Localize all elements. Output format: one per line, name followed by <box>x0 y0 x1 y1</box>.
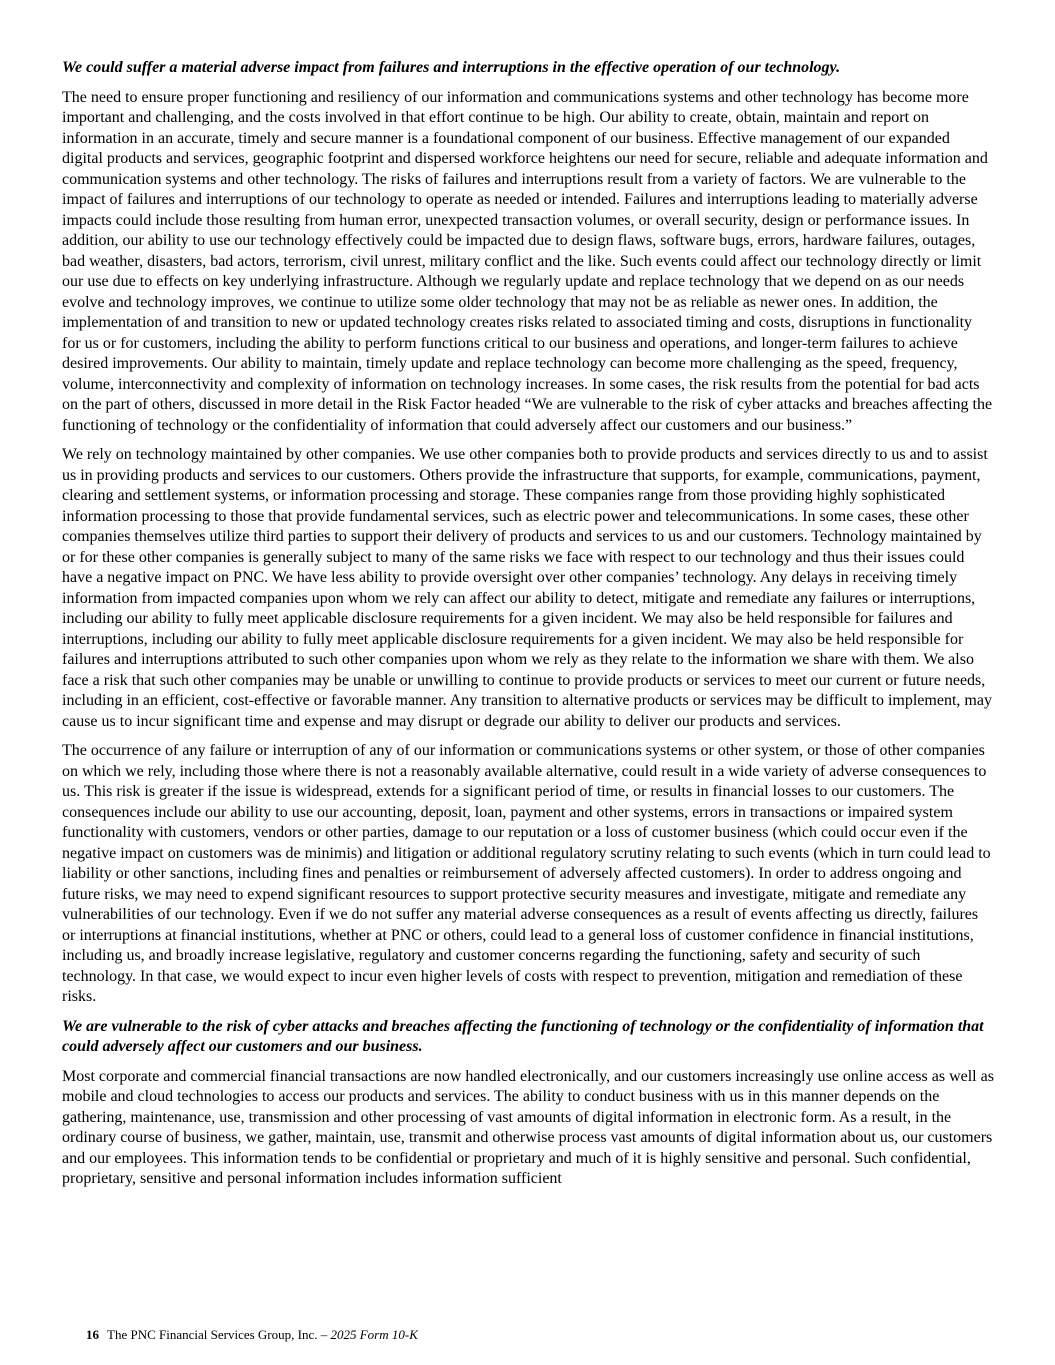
body-paragraph: We rely on technology maintained by other companies. We use other companies both to provide products and services directly to us and to assist us in providing products and services to our customers. Others provide the infrastructure that supports, for example, communications, payment, clearing and settlement systems, or information processing and storage. These companies range from those providing highly sophisticated information processing to those that provide fundamental services, such as electric power and telecommunications. In some cases, these other companies themselves utilize third parties to support their delivery of products and services to us and our customers. Technology maintained by or for these other companies is generally subject to many of the same risks we face with respect to our technology and thus their issues could have a negative impact on PNC. We have less ability to provide oversight over other companies’ technology. Any delays in receiving timely information from impacted companies upon whom we rely can affect our ability to detect, mitigate and remediate any failures or interruptions, including our ability to fully meet applicable disclosure requirements for a given incident. We may also be held responsible for failures and interruptions, including our ability to fully meet applicable disclosure requirements for a given incident. We may also be held responsible for failures and interruptions attributed to such other companies upon whom we rely as they relate to the information we share with them. We also face a risk that such other companies may be unable or unwilling to continue to provide products or services to meet our current or future needs, including in an efficient, cost-effective or favorable manner. Any transition to alternative products or services may be difficult to implement, may cause us to incur significant time and expense and may disrupt or degrade our ability to deliver our products and services. <box>62 446 992 730</box>
footer-company-name: The PNC Financial Services Group, Inc. – <box>107 1327 331 1342</box>
document-page <box>62 58 994 1199</box>
body-paragraph: The occurrence of any failure or interruption of any of our information or communications systems or other system, or those of other companies on which we rely, including those where there is not a reasonably available alternative, could result in a wide variety of adverse consequences to us. This risk is greater if the issue is widespread, extends for a significant period of time, or results in financial losses to our customers. The consequences include our ability to use our accounting, deposit, loan, payment and other systems, errors in transactions or impaired system functionality with customers, vendors or other parties, damage to our reputation or a loss of customer business (which could occur even if the negative impact on customers was de minimis) and litigation or additional regulatory scrutiny relating to such events (which in turn could lead to liability or other sanctions, including fines and penalties or reimbursement of adversely affected customers). In order to address ongoing and future risks, we may need to expend significant resources to support protective security measures and investigate, mitigate and remediate any vulnerabilities of our technology. Even if we do not suffer any material adverse consequences as a result of events affecting us directly, failures or interruptions at financial institutions, whether at PNC or others, could lead to a general loss of customer confidence in financial institutions, including us, and broadly increase legislative, regulatory and customer concerns regarding the functioning, safety and security of such technology. In that case, we would expect to incur even higher levels of costs with respect to prevention, mitigation and remediation of these risks. <box>62 742 991 1005</box>
page-number: 16 <box>86 1327 99 1342</box>
section-heading-cyber-attacks: We are vulnerable to the risk of cyber attacks and breaches affecting the functioning of technology or the confidentiality of information that could adversely affect our customers and our business. <box>62 1017 984 1055</box>
page-footer <box>86 1327 418 1343</box>
section-heading-technology-failures: We could suffer a material adverse impact from failures and interruptions in the effective operation of our technology. <box>62 59 841 76</box>
footer-form-label: 2025 Form 10-K <box>330 1327 418 1342</box>
body-paragraph: The need to ensure proper functioning and resiliency of our information and communications systems and other technology has become more important and challenging, and the costs involved in that effort continue to be high. Our ability to create, obtain, maintain and report on information in an accurate, timely and secure manner is a foundational component of our business. Effective management of our expanded digital products and services, geographic footprint and dispersed workforce heightens our need for secure, reliable and adequate information and communication systems and other technology. The risks of failures and interruptions result from a variety of factors. We are vulnerable to the impact of failures and interruptions of our technology to operate as needed or intended. Failures and interruptions leading to materially adverse impacts could include those resulting from human error, unexpected transaction volumes, or overall security, design or performance issues. In addition, our ability to use our technology effectively could be impacted due to design flaws, software bugs, errors, hardware failures, outages, bad weather, disasters, bad actors, terrorism, civil unrest, military conflict and the like. Such events could affect our technology directly or limit our use due to effects on key underlying infrastructure. Although we regularly update and replace technology that we depend on as our needs evolve and technology improves, we continue to utilize some older technology that may not be as reliable as newer ones. In addition, the implementation of and transition to new or updated technology creates risks related to associated timing and costs, disruptions in functionality for us or for customers, including the ability to perform functions critical to our business and operations, and longer-term failures to achieve desired improvements. Our ability to maintain, timely update and replace technology can become more challenging as the speed, frequency, volume, interconnectivity and complexity of information on technology increases. In some cases, the risk results from the potential for bad acts on the part of others, discussed in more detail in the Risk Factor headed “We are vulnerable to the risk of cyber attacks and breaches affecting the functioning of technology or the confidentiality of information that could adversely affect our customers and our business.” <box>62 88 993 434</box>
body-paragraph: Most corporate and commercial financial transactions are now handled electronically, and our customers increasingly use online access as well as mobile and cloud technologies to access our products and services. The ability to conduct business with us in this manner depends on the gathering, maintenance, use, transmission and other processing of vast amounts of digital information in electronic form. As a result, in the ordinary course of business, we gather, maintain, use, transmit and otherwise process vast amounts of digital information about us, our customers and our employees. This information tends to be confidential or proprietary and much of it is highly sensitive and personal. Such confidential, proprietary, sensitive and personal information includes information sufficient <box>62 1067 994 1187</box>
